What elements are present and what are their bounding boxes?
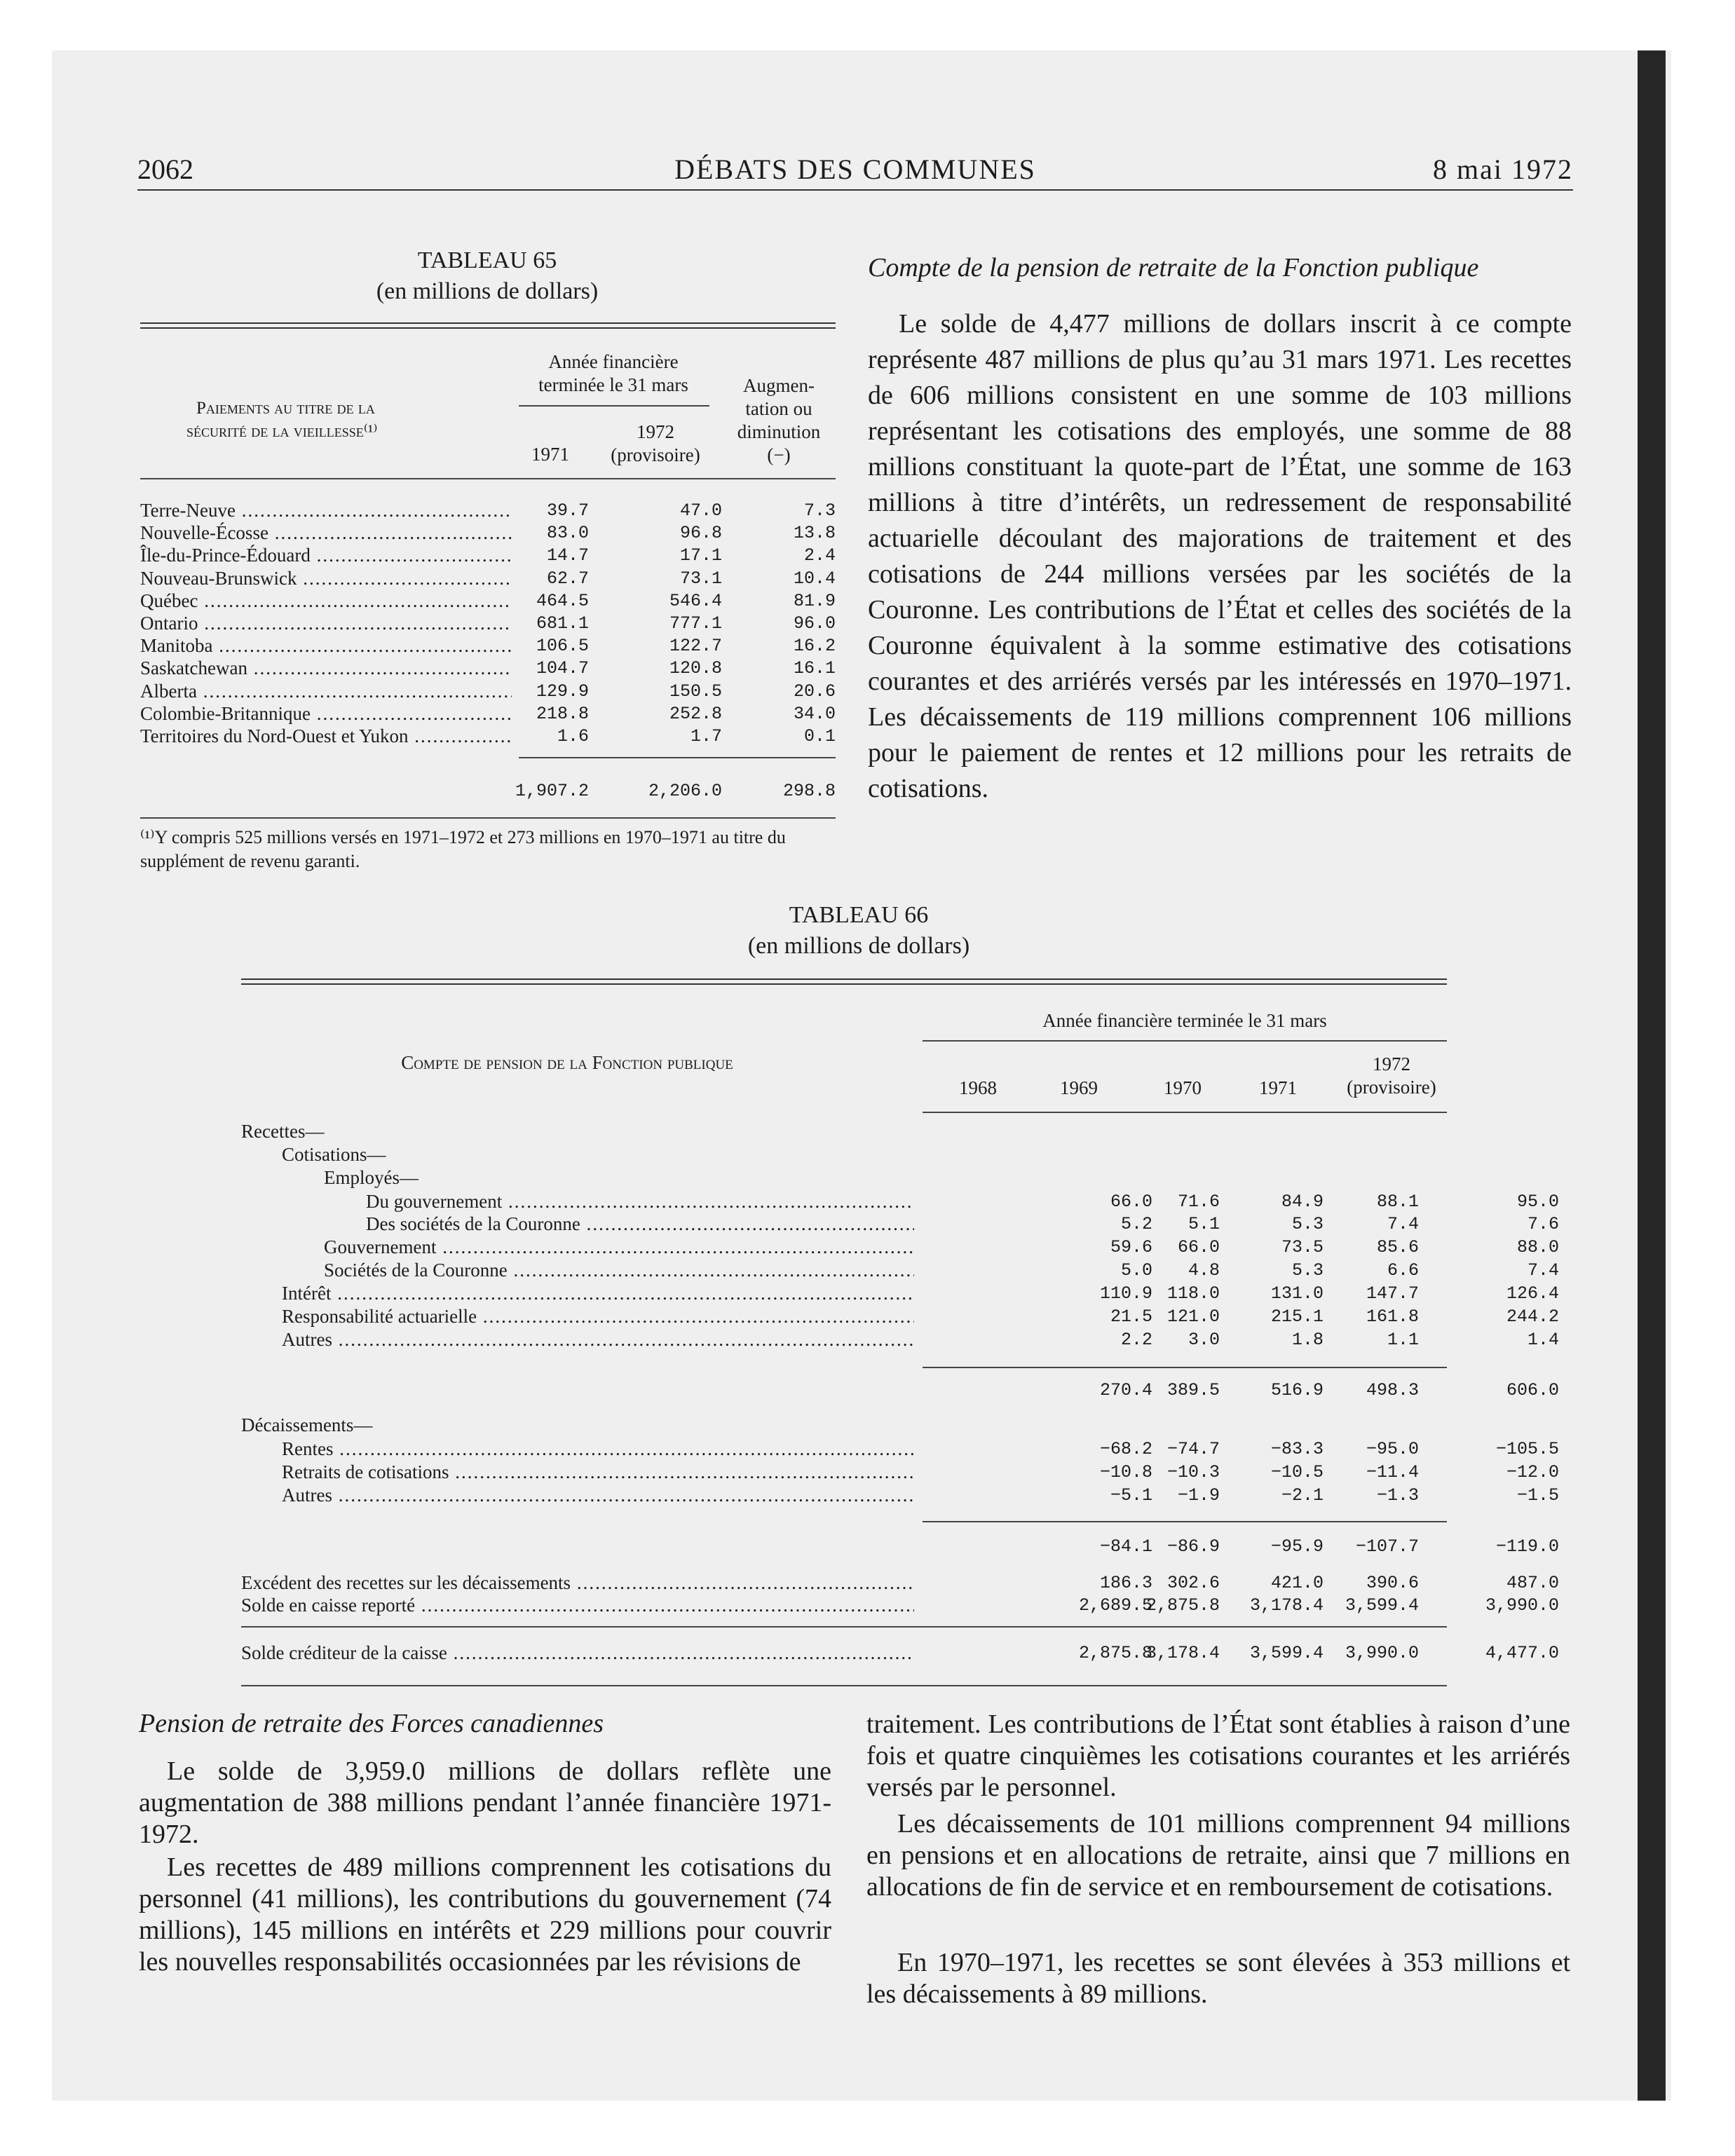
value-1971: 83.0 (546, 523, 589, 544)
table65-row-header (140, 397, 491, 443)
row-value: 147.7 (1366, 1283, 1419, 1304)
page-number: 2062 (137, 153, 193, 185)
value-change: 10.4 (793, 568, 836, 589)
table-row (140, 589, 836, 613)
row-label: Autres ..... (282, 1484, 914, 1507)
row-value: 606.0 (1506, 1380, 1559, 1400)
row-value: 118.0 (1166, 1283, 1220, 1304)
row-value: −107.7 (1355, 1536, 1419, 1557)
row-label: Responsabilité actuarielle ..... (282, 1305, 914, 1328)
table-row (241, 1328, 1559, 1351)
table-row (140, 680, 836, 703)
row-value: 7.4 (1527, 1260, 1559, 1281)
row-value: 5.3 (1291, 1214, 1324, 1234)
table66-subtitle: (en millions de dollars) (747, 933, 970, 959)
table-row (241, 1120, 1447, 1143)
value-1972: 17.1 (679, 545, 722, 566)
group-header-line2: terminée le 31 mars (538, 374, 688, 395)
row-value: 1.8 (1291, 1330, 1324, 1350)
total-1972: 2,206.0 (648, 781, 722, 801)
value-1972: 1.7 (690, 726, 722, 746)
row-label: Alberta ..... (140, 680, 512, 703)
journal-title: DÉBATS DES COMMUNES (674, 153, 1036, 185)
table66-bottom-rule (241, 1685, 1447, 1686)
row-value: 85.6 (1376, 1237, 1419, 1257)
row-value: −1.3 (1376, 1485, 1419, 1506)
table-row (241, 1213, 1559, 1236)
row-value: 121.0 (1166, 1306, 1220, 1327)
col-1972-line1: 1972 (1373, 1053, 1410, 1074)
row-value: 88.0 (1516, 1237, 1559, 1257)
table66-top-rule (241, 978, 1447, 985)
row-value: 3,599.4 (1345, 1595, 1419, 1616)
value-1972: 120.8 (669, 658, 722, 679)
row-label: Territoires du Nord-Ouest et Yukon ..... (140, 725, 512, 748)
table-row (241, 1535, 1559, 1558)
page-date: 8 mai 1972 (1433, 153, 1573, 185)
row-label: Ontario ..... (140, 612, 512, 635)
table65-bottom-rule (140, 817, 836, 819)
row-value: 59.6 (1110, 1237, 1152, 1257)
row-value: −2.1 (1281, 1485, 1324, 1506)
value-1972: 150.5 (669, 681, 722, 702)
row-label: Excédent des recettes sur les décaissements ..... (241, 1571, 914, 1595)
row-label: Retraits de cotisations ..... (282, 1461, 914, 1484)
table-row (241, 1166, 1447, 1189)
row-value: 5.3 (1291, 1260, 1324, 1281)
row-value: 3,990.0 (1345, 1643, 1419, 1663)
row-value: 66.0 (1110, 1192, 1152, 1212)
row-value: −95.9 (1270, 1536, 1324, 1557)
paragraph-forces-5: En 1970–1971, les recettes se sont élevées à 353 millions et les décaissements à 89 millions. (866, 1948, 1570, 2009)
row-value: −10.3 (1166, 1462, 1220, 1482)
table-row (241, 1642, 1559, 1665)
row-label: Nouveau-Brunswick ..... (140, 567, 512, 590)
table65-col-1972 (596, 421, 715, 467)
row-label: Solde créditeur de la caisse ..... (241, 1642, 914, 1665)
table66-row-header: Compte de pension de la Fonction publique (401, 1052, 733, 1073)
row-value: −11.4 (1366, 1462, 1419, 1482)
row-label: Rentes ..... (282, 1438, 914, 1461)
page-header (137, 153, 1573, 191)
table-row (241, 1484, 1559, 1507)
value-1972: 122.7 (669, 636, 722, 657)
table-row (140, 657, 836, 680)
table-row (140, 634, 836, 657)
col-1972-line2: (provisoire) (611, 444, 700, 465)
table66-balance-rule (241, 1626, 1447, 1628)
table66-col-1971: 1971 (1259, 1077, 1297, 1098)
row-value: −10.8 (1099, 1462, 1152, 1482)
value-1971: 62.7 (546, 568, 589, 589)
table-row (241, 1282, 1559, 1305)
table65-col-change (722, 374, 836, 467)
row-value: 2,689.5 (1078, 1595, 1152, 1616)
row-value: 5.2 (1120, 1214, 1152, 1234)
paragraph-forces-3: traitement. Les contributions de l’État sont établies à raison d’une fois et quatre cinquièmes les cotisations courantes et les arriérés versés par le personnel. (866, 1710, 1570, 1802)
row-value: 2,875.8 (1078, 1643, 1152, 1663)
row-value: 3,599.4 (1249, 1643, 1324, 1663)
row-value: 2,875.8 (1145, 1595, 1220, 1616)
row-label: Cotisations— (282, 1144, 386, 1165)
total-1971: 1,907.2 (515, 781, 589, 801)
group-header-line1: Année financière (548, 351, 679, 372)
row-value: 389.5 (1166, 1380, 1220, 1400)
row-value: 498.3 (1366, 1380, 1419, 1400)
row-value: 5.1 (1188, 1214, 1220, 1234)
section-heading-public-service: Compte de la pension de retraite de la Fonction publique (868, 253, 1479, 282)
row-value: 487.0 (1506, 1573, 1559, 1593)
table65-total-row (140, 779, 836, 803)
value-1971: 218.8 (536, 703, 589, 724)
row-label: Colombie-Britannique ..... (140, 702, 512, 725)
value-change: 16.1 (793, 658, 836, 679)
row-value: 3,178.4 (1145, 1643, 1220, 1663)
value-1972: 777.1 (669, 613, 722, 634)
table-row (140, 725, 836, 748)
row-label: Terre-Neuve ..... (140, 499, 512, 522)
table66-receipts-rule (923, 1367, 1447, 1368)
table66-col-1969: 1969 (1060, 1077, 1098, 1098)
value-1972: 47.0 (679, 500, 722, 521)
row-value: −105.5 (1495, 1439, 1559, 1459)
value-change: 34.0 (793, 703, 836, 724)
row-label: Employés— (324, 1167, 419, 1188)
row-label: Québec ..... (140, 589, 512, 613)
scan-edge (1638, 50, 1666, 2101)
row-label: Solde en caisse reporté ..... (241, 1594, 914, 1617)
table-row (241, 1414, 1447, 1437)
table-row (140, 544, 836, 567)
total-change: 298.8 (782, 781, 836, 801)
row-label: Décaissements— (241, 1414, 373, 1435)
value-change: 13.8 (793, 523, 836, 544)
row-label: Nouvelle-Écosse ..... (140, 521, 512, 545)
row-value: 161.8 (1366, 1306, 1419, 1327)
row-value: 88.1 (1376, 1192, 1419, 1212)
table-row (140, 521, 836, 545)
row-value: 110.9 (1099, 1283, 1152, 1304)
value-change: 2.4 (803, 545, 836, 566)
table65-group-rule (519, 405, 709, 407)
table-row (241, 1461, 1559, 1484)
row-label: Île-du-Prince-Édouard ..... (140, 544, 512, 567)
row-value: 7.4 (1387, 1214, 1419, 1234)
value-change: 7.3 (803, 500, 836, 521)
value-1971: 129.9 (536, 681, 589, 702)
row-label: Recettes— (241, 1121, 325, 1142)
table-row (241, 1571, 1559, 1595)
table-row (241, 1594, 1559, 1617)
row-value: 2.2 (1120, 1330, 1152, 1350)
table66-col-1968: 1968 (959, 1077, 997, 1098)
row-value: −1.5 (1516, 1485, 1559, 1506)
row-value: −95.0 (1366, 1439, 1419, 1459)
row-value: 95.0 (1516, 1192, 1559, 1212)
col-change-line4: (−) (767, 444, 791, 465)
row-value: 516.9 (1270, 1380, 1324, 1400)
paragraph-forces-4: Les décaissements de 101 millions comprennent 94 millions en pensions et en allocations de retraite, ainsi que 7 millions en allocations de fin de service et en remboursement de cotisations. (866, 1809, 1570, 1902)
value-change: 16.2 (793, 636, 836, 657)
value-1971: 681.1 (536, 613, 589, 634)
row-value: −86.9 (1166, 1536, 1220, 1557)
table65-total-rule (519, 757, 836, 758)
row-label: Sociétés de la Couronne ..... (324, 1259, 914, 1282)
value-1971: 14.7 (546, 545, 589, 566)
value-change: 96.0 (793, 613, 836, 634)
table66-group-rule (923, 1040, 1447, 1042)
table66-disbursements-rule (923, 1521, 1447, 1522)
row-label: Intérêt ..... (282, 1282, 914, 1305)
value-1972: 96.8 (679, 523, 722, 544)
row-value: 3,178.4 (1249, 1595, 1324, 1616)
table65-group-header (505, 350, 722, 397)
row-header-line2: sécurité de la vieillesse⁽¹⁾ (186, 422, 378, 441)
row-value: 66.0 (1177, 1237, 1220, 1257)
row-value: 4,477.0 (1485, 1643, 1559, 1663)
row-label: Gouvernement ..... (324, 1236, 914, 1259)
col-1972-line2: (provisoire) (1347, 1077, 1436, 1098)
row-value: −10.5 (1270, 1462, 1324, 1482)
row-value: 186.3 (1099, 1573, 1152, 1593)
table66-title: TABLEAU 66 (789, 902, 929, 928)
table-row (140, 567, 836, 590)
row-value: 131.0 (1270, 1283, 1324, 1304)
row-value: 6.6 (1387, 1260, 1419, 1281)
row-label: Saskatchewan ..... (140, 657, 512, 680)
row-value: −1.9 (1177, 1485, 1220, 1506)
value-change: 0.1 (803, 726, 836, 746)
row-value: 244.2 (1506, 1306, 1559, 1327)
col-change-line1: Augmen- (743, 375, 815, 396)
table66-col-1972 (1332, 1053, 1451, 1099)
table65-top-rule (140, 322, 836, 329)
value-1972: 73.1 (679, 568, 722, 589)
row-value: 302.6 (1166, 1573, 1220, 1593)
table66-header-rule (923, 1112, 1447, 1113)
row-label: Du gouvernement ..... (366, 1190, 914, 1213)
row-value: −68.2 (1099, 1439, 1152, 1459)
row-value: 421.0 (1270, 1573, 1324, 1593)
row-label: Manitoba ..... (140, 634, 512, 657)
table65-title: TABLEAU 65 (417, 247, 557, 273)
table66-group-header: Année financière terminée le 31 mars (1042, 1010, 1327, 1031)
table-row (140, 499, 836, 522)
row-value: 390.6 (1366, 1573, 1419, 1593)
row-value: 1.4 (1527, 1330, 1559, 1350)
row-value: 84.9 (1281, 1192, 1324, 1212)
row-value: 3.0 (1188, 1330, 1220, 1350)
row-value: −83.3 (1270, 1439, 1324, 1459)
value-change: 20.6 (793, 681, 836, 702)
row-value: 215.1 (1270, 1306, 1324, 1327)
table66-col-1970: 1970 (1164, 1077, 1202, 1098)
row-value: 73.5 (1281, 1237, 1324, 1257)
col-change-line2: tation ou (745, 398, 812, 419)
value-1971: 104.7 (536, 658, 589, 679)
table-row (241, 1190, 1559, 1213)
value-change: 81.9 (793, 590, 836, 611)
table-row (241, 1143, 1447, 1166)
paragraph-forces-1: Le solde de 3,959.0 millions de dollars reflète une augmentation de 388 millions pendant l’année financière 1971-1972. (139, 1756, 831, 1849)
value-1971: 39.7 (546, 500, 589, 521)
row-value: −12.0 (1506, 1462, 1559, 1482)
table-row (241, 1379, 1559, 1402)
table-row (140, 702, 836, 725)
table-row (241, 1236, 1559, 1259)
row-value: −119.0 (1495, 1536, 1559, 1557)
row-value: 1.1 (1387, 1330, 1419, 1350)
row-value: 4.8 (1188, 1260, 1220, 1281)
col-change-line3: diminution (737, 421, 821, 442)
paragraph-forces-2: Les recettes de 489 millions comprennent les cotisations du personnel (41 millions), les contributions du gouvernement (74 millions), 145 millions en intérêts et 229 millions pour couvrir les nouvelles responsabilités occasionnées par les révisions de (139, 1853, 831, 1977)
row-value: 3,990.0 (1485, 1595, 1559, 1616)
row-value: 5.0 (1120, 1260, 1152, 1281)
paragraph-public-service: Le solde de 4,477 millions de dollars inscrit à ce compte représente 487 millions de plus qu’au 31 mars 1971. Les recettes de 606 millions consistent en une somme de 103 millions représentant les cotisations des employés, une somme de 88 millions constituant la quote-part de l’État, une somme de 163 millions à titre d’intérêts, un redressement de responsabilité actuarielle découlant des majorations de traitement et des cotisations de 244 millions versées par les sociétés de la Couronne. Les contributions de l’État et celles des sociétés de la Couronne équivalent à la somme estimative des cotisations courantes et des arriérés versés par les intéressés en 1970–1971. Les décaissements de 119 millions comprennent 106 millions pour le paiement de rentes et 12 millions pour les retraits de cotisations. (868, 309, 1572, 803)
value-1972: 546.4 (669, 590, 722, 611)
row-value: 71.6 (1177, 1192, 1220, 1212)
value-1971: 106.5 (536, 636, 589, 657)
table-row (241, 1259, 1559, 1282)
table-row (241, 1438, 1559, 1461)
row-value: −84.1 (1099, 1536, 1152, 1557)
table-row (241, 1305, 1559, 1328)
section-heading-forces: Pension de retraite des Forces canadiennes (139, 1709, 604, 1738)
table65-header-rule (140, 478, 836, 479)
table65-subtitle: (en millions de dollars) (376, 278, 599, 304)
value-1972: 252.8 (669, 703, 722, 724)
value-1971: 464.5 (536, 590, 589, 611)
row-value: 126.4 (1506, 1283, 1559, 1304)
row-value: 21.5 (1110, 1306, 1152, 1327)
row-value: 270.4 (1099, 1380, 1152, 1400)
table65-col-1971: 1971 (531, 444, 569, 465)
col-1972-line1: 1972 (637, 421, 674, 442)
row-label: Autres ..... (282, 1328, 914, 1351)
table-row (140, 612, 836, 635)
row-value: −5.1 (1110, 1485, 1152, 1506)
row-header-line1: Paiements au titre de la (196, 399, 375, 418)
row-value: −74.7 (1166, 1439, 1220, 1459)
row-label: Des sociétés de la Couronne ..... (366, 1213, 914, 1236)
table65-footnote: ⁽¹⁾Y compris 525 millions versés en 1971–1972 et 273 millions en 1970–1971 au titre du supplément de revenu garanti. (140, 827, 786, 871)
row-value: 7.6 (1527, 1214, 1559, 1234)
value-1971: 1.6 (557, 726, 589, 746)
